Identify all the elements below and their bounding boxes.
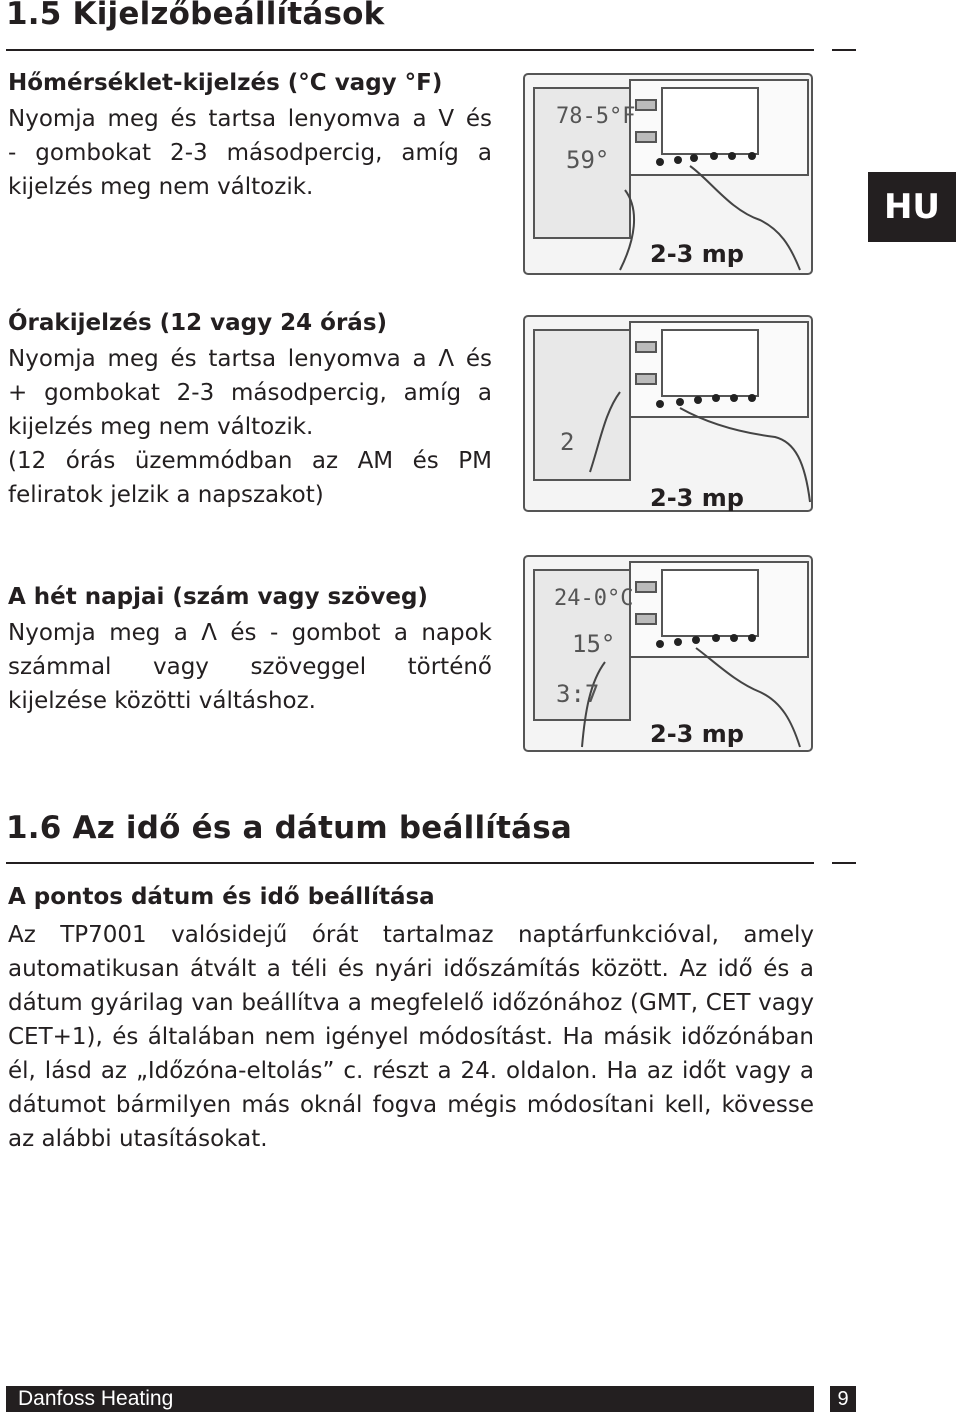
section-text-datetime [8, 918, 814, 1156]
page-number: 9 [830, 1386, 856, 1412]
footer-brand: Danfoss Heating [6, 1386, 814, 1412]
lcd-readout-top: 24-0°C [554, 586, 634, 611]
lcd-readout-middle: 15° [572, 630, 616, 658]
lcd-readout-top: 78-5°F [556, 104, 636, 129]
text-line: Nyomja meg és tartsa lenyomva a V és [8, 106, 492, 132]
text-line: dátum gyárilag van beállítva a megfelelő időzónához (GMT, CET vagy [8, 990, 814, 1016]
text-line: - gombokat 2-3 másodpercig, amíg a [8, 140, 492, 166]
section-title-1-5: 1.5 Kijelzőbeállítások [6, 0, 385, 32]
text-line: kijelzés meg nem változik. [8, 414, 314, 440]
text-line: dátumot bármilyen más oknál fogva mégis módosítani kell, kövesse [8, 1092, 814, 1118]
image-caption: 2-3 mp [650, 720, 744, 748]
image-caption: 2-3 mp [650, 484, 744, 512]
section-title-1-6: 1.6 Az idő és a dátum beállítása [6, 810, 573, 846]
text-line: feliratok jelzik a napszakot) [8, 482, 324, 508]
title-rule [6, 49, 814, 51]
title-rule-tick [832, 862, 856, 864]
title-rule [6, 862, 814, 864]
lcd-readout-bottom: 3:7 [556, 680, 600, 708]
text-line: automatikusan átvált a téli és nyári időszámítás között. Az idő és a [8, 956, 814, 982]
text-line: + gombokat 2-3 másodpercig, amíg a [8, 380, 492, 406]
text-line: (12 órás üzemmódban az AM és PM [8, 448, 492, 474]
text-line: az alábbi utasításokat. [8, 1126, 268, 1152]
text-line: Az TP7001 valósidejű órát tartalmaz naptárfunkcióval, amely [8, 922, 814, 948]
lcd-readout-bottom: 59° [566, 146, 610, 174]
text-line: számmal vagy szöveggel történő [8, 654, 492, 680]
block-text-weekdays [8, 616, 492, 718]
text-line: kijelzés meg nem változik. [8, 174, 314, 200]
image-caption: 2-3 mp [650, 240, 744, 268]
block-heading-clock: Órakijelzés (12 vagy 24 órás) [8, 310, 388, 336]
block-heading-weekdays: A hét napjai (szám vagy szöveg) [8, 584, 428, 610]
section-heading-datetime: A pontos dátum és idő beállítása [8, 884, 435, 910]
text-line: Nyomja meg a Λ és - gombot a napok [8, 620, 492, 646]
block-text-temperature [8, 102, 492, 204]
block-text-clock [8, 342, 492, 512]
text-line: CET+1), és általában nem igényel módosítást. Ha másik időzónában [8, 1024, 814, 1050]
text-line: él, lásd az „Időzóna-eltolás” c. részt a 24. oldalon. Ha az időt vagy a [8, 1058, 814, 1084]
lcd-readout-bottom: 2 [560, 428, 575, 456]
text-line: kijelzése közötti váltáshoz. [8, 688, 316, 714]
title-rule-tick [832, 49, 856, 51]
block-heading-temperature: Hőmérséklet-kijelzés (°C vagy °F) [8, 70, 443, 96]
language-tab: HU [868, 172, 956, 242]
text-line: Nyomja meg és tartsa lenyomva a Λ és [8, 346, 492, 372]
